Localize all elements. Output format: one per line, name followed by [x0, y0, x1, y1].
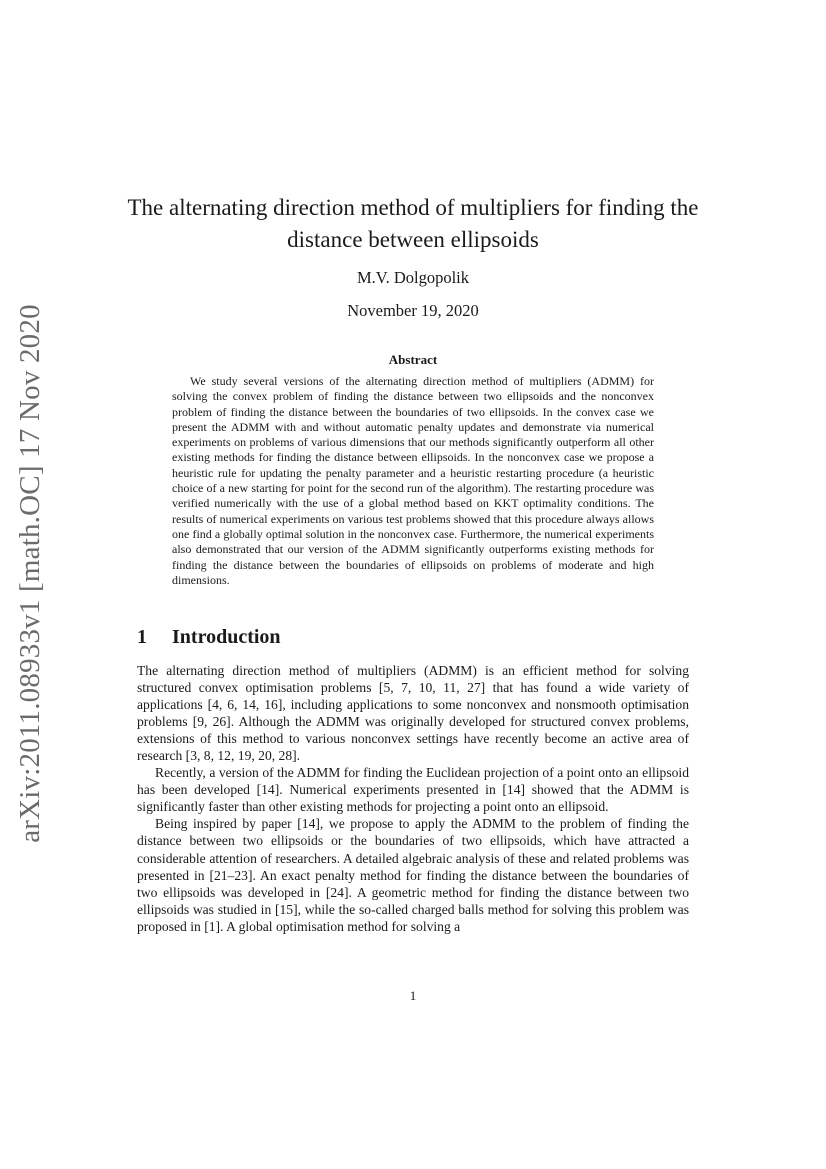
- abstract-heading: Abstract: [388, 352, 438, 367]
- page-number: 1: [409, 988, 417, 1003]
- arxiv-identifier-text: arXiv:2011.08933v1 [math.OC] 17 Nov 2020: [13, 303, 46, 843]
- abstract-text: We study several versions of the alternating direction method of multipliers (ADMM) for solving the convex problem of finding the distance between two ellipsoids and the nonconvex problem of finding the distance between the boundaries of two ellipsoids. In the convex case we present the ADMM with and without automatic penalty updates and demonstrate via numerical experiments on problems of various dimensions that our methods significantly outperform all other existing methods for finding the distance between ellipsoids. In the nonconvex case we propose a heuristic rule for updating the penalty parameter and a heuristic restarting procedure (a heuristic choice of a new starting for point for the second run of the algorithm). The restarting procedure was verified numerically with the use of a global method based on KKT optimality conditions. The results of numerical experiments on various test problems showed that this procedure always allows one find a globally optimal solution in the nonconvex case. Furthermore, the numerical experiments also demonstrated that our version of the ADMM significantly outperforms existing methods for finding the distance between the boundaries of ellipsoids on problems of moderate and high dimensions.: [172, 374, 654, 587]
- section-title: Introduction: [172, 626, 281, 648]
- arxiv-identifier: [8, 303, 52, 843]
- section-body: [137, 662, 689, 935]
- paragraph: The alternating direction method of multipliers (ADMM) is an efficient method for solving structured convex optimisation problems [5, 7, 10, 11, 27] that has found a wide variety of applications [4, 6, 14, 16], including applications to some nonconvex and nonsmooth optimisation problems [9, 26]. Although the ADMM was originally developed for structured convex problems, extensions of this method to various nonconvex settings have recently become an active area of research [3, 8, 12, 19, 20, 28].: [137, 663, 689, 764]
- publication-date: November 19, 2020: [347, 301, 479, 320]
- section-number: 1: [137, 626, 147, 648]
- paper-title: The alternating direction method of multipliers for finding the distance between ellipsoids: [127, 195, 699, 252]
- section-heading: [137, 626, 281, 649]
- paragraph: Recently, a version of the ADMM for finding the Euclidean projection of a point onto an ellipsoid has been developed [14]. Numerical experiments presented in [14] showed that the ADMM is significantly faster than other existing methods for projecting a point onto an ellipsoid.: [137, 765, 689, 815]
- author-name: M.V. Dolgopolik: [356, 268, 469, 287]
- paragraph: Being inspired by paper [14], we propose to apply the ADMM to the problem of finding the distance between two ellipsoids or the boundaries of two ellipsoids, which have attracted a considerable attention of researchers. A detailed algebraic analysis of these and related problems was presented in [21–23]. An exact penalty method for finding the distance between the boundaries of two ellipsoids was developed in [24]. A geometric method for finding the distance between two ellipsoids was studied in [15], while the so-called charged balls method for solving this problem was proposed in [1]. A global optimisation method for solving a: [137, 816, 689, 934]
